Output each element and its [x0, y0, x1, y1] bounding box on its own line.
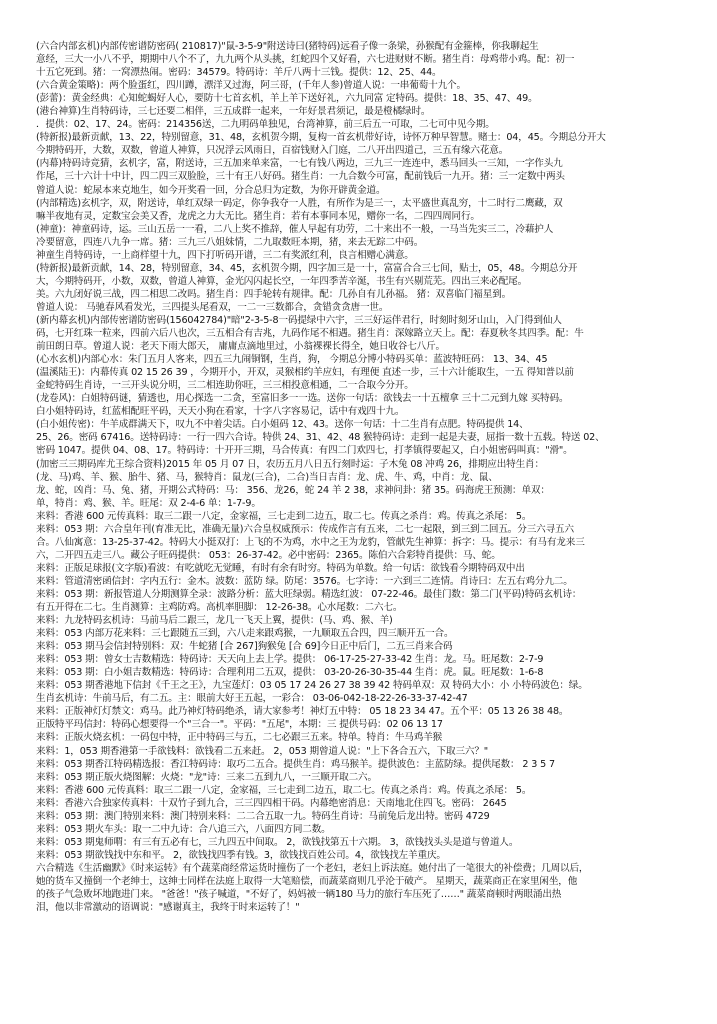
text-line: 今期特码开，大数，双数，曾道人神算，只况浮云风雨日，百宿钱财入门庭，二八开出四道己，三五有缘六花意。 [36, 145, 509, 157]
text-line [36, 914, 705, 927]
text-line: (六合黄金策略)：两个脸蛋红，四川蹲，漂洋又过海，阿三哥，(千年人参)曾道人说：一串葡萄十九个。 [36, 80, 466, 92]
text-line: 来料：053 期欲钱找中东和平。 2，欲钱找四季有钱。3，欲钱找百姓公司。4，欲钱找左羊重庆。 [36, 849, 446, 861]
text-line: (加密三三期码库尤王综合资料)2015 年 05 月 07 日，农历五月八日五行刻时运：子木兔 08 冲鸡 26，排期应出特生肖： [36, 458, 544, 470]
text-line: 来料：正版火烧玄机：一码包中特，正中特码三与五，二七必跟三五来。特单。特肖：牛马鸡羊猴 [36, 732, 443, 744]
text-line: 嘛半夜地有灵，定数宝会美又香，龙虎之力大无比。猪生肖：若有本事同本见，赠你一名，二四四周同行。 [36, 210, 480, 222]
text-line: 六合精选《生活幽默》《时来运转》有个蔬菜商经常运货时撞伤了一个老妇，老妇上诉法庭。她付出了一笔很大的补偿费；几周以后， [36, 862, 589, 874]
text-line: 来料：053 期鬼师喟：有三有五必有七，三九四五中间取。 2，欲钱找第五十六期。 3，欲钱找头头是道与曾道人。 [36, 836, 519, 848]
text-line [36, 953, 705, 966]
text-line: 来料：管道清密函信封：字内五行：金木。波数：蓝防 绿。防尾：3576。七字诗：一六到三二连情。肖诗曰：左五右鸡分九二。 [36, 575, 573, 587]
text-line: 密码 1047。提供 04、08、17。特码诗：十开开三期，马合传真：有四二门欢四七，打孝镇得要起又，白小姐密码叫真："滑"。 [36, 445, 573, 457]
text-line: (六合内部玄机)内部传密谱防密码( 210817)"鼠-3-5-9"附送诗曰(猪特码)远看子像一条梁，孙猴配有金箍棒，你我聊起生 [36, 41, 539, 52]
text-line: 单，特肖：鸡、猴、羊。旺尾：双 2-4-6 单：1-7-9。 [36, 497, 261, 509]
text-line: 龙、蛇，凶肖：马、兔、猪，开期公式特码：马： 356、龙26，蛇 24 羊 2 38，求神问卦：猪 35。码海虎王预测：单双： [36, 484, 550, 496]
text-line: (内幕)特码诗竞猜，玄机字，富，附送诗，三五加来单来富，一七有钱八两边，三九三一连连中，悉马回头一三知，一字作头九 [36, 158, 563, 170]
text-line: 大，今期特码开，小数，双数，曾道人神算，金光闪闪起长空，一年四季苦辛涎，书生有兴剔荒芜。四出三来必配尾。 [36, 275, 528, 287]
text-line: 来料：053 期火车头：取一二中九诗：合八追三六，八面四方同二数。 [36, 823, 331, 835]
text-line: 来料：053 期香港地下信封《千王之王》，九宝莲灯：03 05 17 24 26 27 38 39 42 特码单双：双 特码大小：小 小特码波色：绿。 [36, 680, 588, 692]
text-line: 神童生肖特码诗，一上商样望十九，四下打听码开谱，三二有奖派红利，良言相赠心满意。 [36, 249, 414, 261]
text-line: 来料：053 期正版火烧图解：火烧："龙"诗：三来二五到九八，一三顺开取二六。 [36, 771, 377, 783]
text-line: 来料：053 内部万花来料：三七跟随五三到，六八走来跟鸡猴，一九顺取五合四，四三顺开五一合。 [36, 628, 454, 640]
text-line: 来料：053 期：曾女士吉数精选：特码诗：天天向上去上学。提供： 06-17-25-27-33-42 生肖：龙。马。旺尾数：2-7-9 [36, 654, 544, 666]
text-line: 来料：香港 600 元传真料：取三二跟一八定，金家福，三七走到二边五，取二七。传真之杀肖：鸡。传真之杀尾： 5。 [36, 510, 532, 522]
text-line: 六，二开四五走三八。藏公子旺码提供： 053：26-37-42。必中密码：2365。陈伯六合彩特肖提供：马、蛇。 [36, 549, 501, 561]
text-line: ．提供：02、17、24。密码：214356送，二九明码单独见，台湾神算，前三后五一可取，二七可中见今期。 [36, 119, 495, 131]
text-line: 来料：053 期：六合皇年刊(育准无比，准确无量)六合皇权威预示：传成作言有五来，二七一起限，到三到二回五。分三六寻五六 [36, 523, 574, 535]
text-line: (内部精选)玄机字，双，附送诗，单红双绿一码定，你争我夺一人胜，有所作为是三一，太平盛世真乱穷，十二时行二鹰藏，双 [36, 197, 563, 209]
text-line: 白小姐特码诗，红蓝相配旺平码，天天小狗在看家，十字八字容易记，话中有戏四十九。 [36, 406, 405, 418]
text-line: 她的货车又撞倒一个老绅士，这绅士同样在法庭上取得一大笔赔偿，而蔬菜商则几乎沦于破产。 星期天，蔬菜商正在家里闲坐，他 [36, 876, 578, 887]
text-line [36, 940, 705, 953]
text-line: 泪，他以非常激动的语调说："感谢真主，我终于时来运转了！" [36, 902, 300, 914]
text-line: 来料：香港 600 元传真料：取三二跟一八定，金家福，三七走到二边五，取二七。传真之杀肖：鸡。传真之杀尾： 5。 [36, 784, 532, 796]
text-line: 来料：053 期：新报管道人分期测算全录：波路分析：蓝大旺绿弱。精选红波： 07-22-46。最佳门数：第二门(平码)特码玄机诗： [36, 588, 582, 600]
text-line: 前田朗日草。曾道人说：老天下雨大郎天， 庸庸点滴地里过，小翁裸裸长得全，她日收谷七八斤。 [36, 341, 445, 353]
text-line: (神童)：神童码诗，运。三山五岳一一看，二八上奖不推辞，催人早起有功劳，二十来出不一般，一马当先实三二，冷藉护人 [36, 223, 554, 235]
text-line: 作尾，三十六计十中计，四二四三双脸脸，三十有王八好码。猪生肖：一九合数今可富，配前钱后一九开。猪：三一定数中两头 [36, 171, 565, 183]
text-line: 来料：053 期香江特码精选报：香江特码诗：取巧二五合。提供生肖：鸡马猴羊。提供波色：主蓝防绿。提供尾数： 2 3 5 7 [36, 758, 555, 770]
text-line: (彭蕾)：黄金经典：心知蛇蝎好人心，要防十七首玄机，羊上羊下送好礼，六九同富 定特码。提供：18、35、47、49。 [36, 93, 538, 105]
text-line: 来料：正版神灯灯禁文：鸡马。此乃神灯特码绝杀，请大家参考！神灯五中特： 05 18 23 34 47。五个平：05 13 26 38 48。 [36, 706, 569, 718]
text-line: (龙卷风)：白姐特码谜，猜透也，用心探选一二贪，至富旧多一一选。送你一句话：欲钱去一十五檀拿 三十二元到九嫁 买特码。 [36, 393, 569, 405]
text-line: 曾道人说： 马驰春风看发光，三四提头尾看双，一二一三数都合，贪错贪贪唐一世。 [36, 301, 389, 313]
text-line [36, 966, 705, 979]
text-line: 的孩子气急败坏地跑进门来。 "爸爸！"孩子喊道，"不好了，妈妈被一辆180 马力的旅行车压死了……" 蔬菜商顿时两眼涌出热 [36, 889, 562, 901]
text-line: 来料：053 期：澳门特别来料：澳门特别来料：二二合五取一九。特码生肖诗：马前兔后龙出特。密码 4729 [36, 810, 490, 822]
text-line: 来料：九龙特码玄机诗：马前马后二跟三，龙几一飞天上翼，提供：(马、鸡、猴、羊) [36, 615, 393, 627]
text-line: (龙、马)鸡、羊、猴、胎牛、猪、马，猴特肖：鼠龙(三合)，二合)当日吉肖：龙、虎、牛、鸡，中肖：龙、鼠、 [36, 471, 498, 483]
text-line: 生肖玄机诗：牛前马后，有二五。主：眼前大好王五起，一彩合： 03-06-042-18-22-26-33-37-42-47 [36, 693, 468, 705]
text-line: 正版特平玛信封：特码心想要得一个"三合一"。平码："五尾"，本期：三 提供号码：02 06 13 17 [36, 719, 443, 731]
text-line: 金蛇特码生肖诗，一三开头说分明，三二相连助你旺，三三相投意相通，二一合取今分开。 [36, 380, 414, 392]
text-line [36, 927, 705, 940]
text-line: 合。八仙寓意：13-25-37-42。特码大小挺双打：上飞的不为鸡，水中之王为龙豹，管献先生神算：拆字：马。提示：有马有龙来三 [36, 536, 585, 548]
text-line: 冷要留意，四连八九争一席。猪：三九三八姐妹情，二九取数旺本期，猪，来去无踪二中码。 [36, 236, 424, 248]
text-line: 十五它死到。猪：一窝漂热闹。密码：34579。特码诗：羊斤八两十三钱。提供：12、25、44。 [36, 67, 442, 79]
text-line: 码，七开红珠一粒来，四前六后八也次，三五相合有吉兆，九码作尾不相遇。猪生肖：深嫁路立天上。配：春夏秋冬其四季。配：牛 [36, 328, 584, 340]
text-line: (心水玄机)内部心水：朱门五月人客来，四五三九闹铜钢，生肖，狗， 今期总分博小特码买单：蓝波特旺码： 13、34、45 [36, 354, 548, 366]
text-line: (港台神算)生肖特码诗，三七还要二相伴，三五成群一起来，一年好景君须记，最是橙橘绿时。 [36, 106, 431, 118]
text-line: 来料：香港六合独家传真料：十双竹子到九合，三三四四相干码。内幕绝密消息：天南地北住四飞。密码： 2645 [36, 797, 507, 809]
text-line [36, 979, 705, 992]
text-line: (特新报)最新贡献，13、22，特别留意，31、48，玄机贺今期，复构一首玄机带好诗，诗怀万种早智慧。赌士：04，45。今期总分开大 [36, 132, 606, 144]
text-line: 25、26。密码 67416。送特码诗：一行一四六合诗。特供 24、31、42、48 猴特码诗：走到一起是夫妻，屈指一数十五载。特送 02、 [36, 432, 605, 444]
text-line: (特新报)最新贡献，14、28，特别留意，34、45，玄机贺今期，四字加三是一十，富富合合三七间，贴士，05，48。今期总分开 [36, 262, 578, 274]
text-line: 有五开得在二七。生肖测算：主鸡防鸡。高机率胆脚： 12-26-38。心水尾数：二六七。 [36, 602, 403, 614]
text-line: 意经，三大一小八不乎，期期中八个不了，九九两个从头挑，红蛇四个又好看，六七进财财不断。猪生肖：母鸡带小鸡。配：初一 [36, 54, 575, 66]
text-line: 美。六九闭好说三战，四二相思二改吗。猪生肖：四手轮转有规律。配：几孙自有儿孙福。 猪：双喜临门福星到。 [36, 288, 512, 300]
text-line: (白小姐传密)：牛羊成群满天下，叹九不中着尖话。白小姐码 12、43。送你一句话：十二生肖有点肥。特码提供 14、 [36, 419, 529, 431]
text-line: 来料：053 期马会信封特别料：双：牛蛇猪 [合 267]狗猴兔 [合 69]今日正中后门，二五三肖来合码 [36, 641, 453, 653]
text-line: 来料：053 期：白小姐吉数精选：特码诗：合理利用二五双，提供： 03-20-26-30-35-44 生肖：虎。鼠。旺尾数：1-6-8 [36, 667, 544, 679]
text-line: 来料：1，053 期香港第一手欲钱料：欲钱看二五来赶。 2，053 期曾道人说："上下各合五六，下取三六？" [36, 745, 489, 757]
text-line: (新内幕玄机)内部传密谱防密码(156042784)"暗"2-3-5-8一码提绿中六宇，三三好运伴君行，时刻时刻牙山山，入门得到仙人 [36, 314, 562, 326]
text-line: 来料：正版足球报(文字版)看波：有吃就吃无觉睡，有时有余有时穷。特码为单数。给一句话：欲钱看今期特码双中出 [36, 562, 525, 574]
text-line: (温溪陆王)：内幕传真 02 15 26 39 ，今期开小，开双，灵猴相约羊应妇，有理便 直述一步，三十六计能取生，一五 得知普以前 [36, 367, 574, 379]
text-line: 曾道人说：蛇尿本来克地生，如今开奖看一回，分合总归为定数，为你开辟黄金道。 [36, 184, 386, 196]
